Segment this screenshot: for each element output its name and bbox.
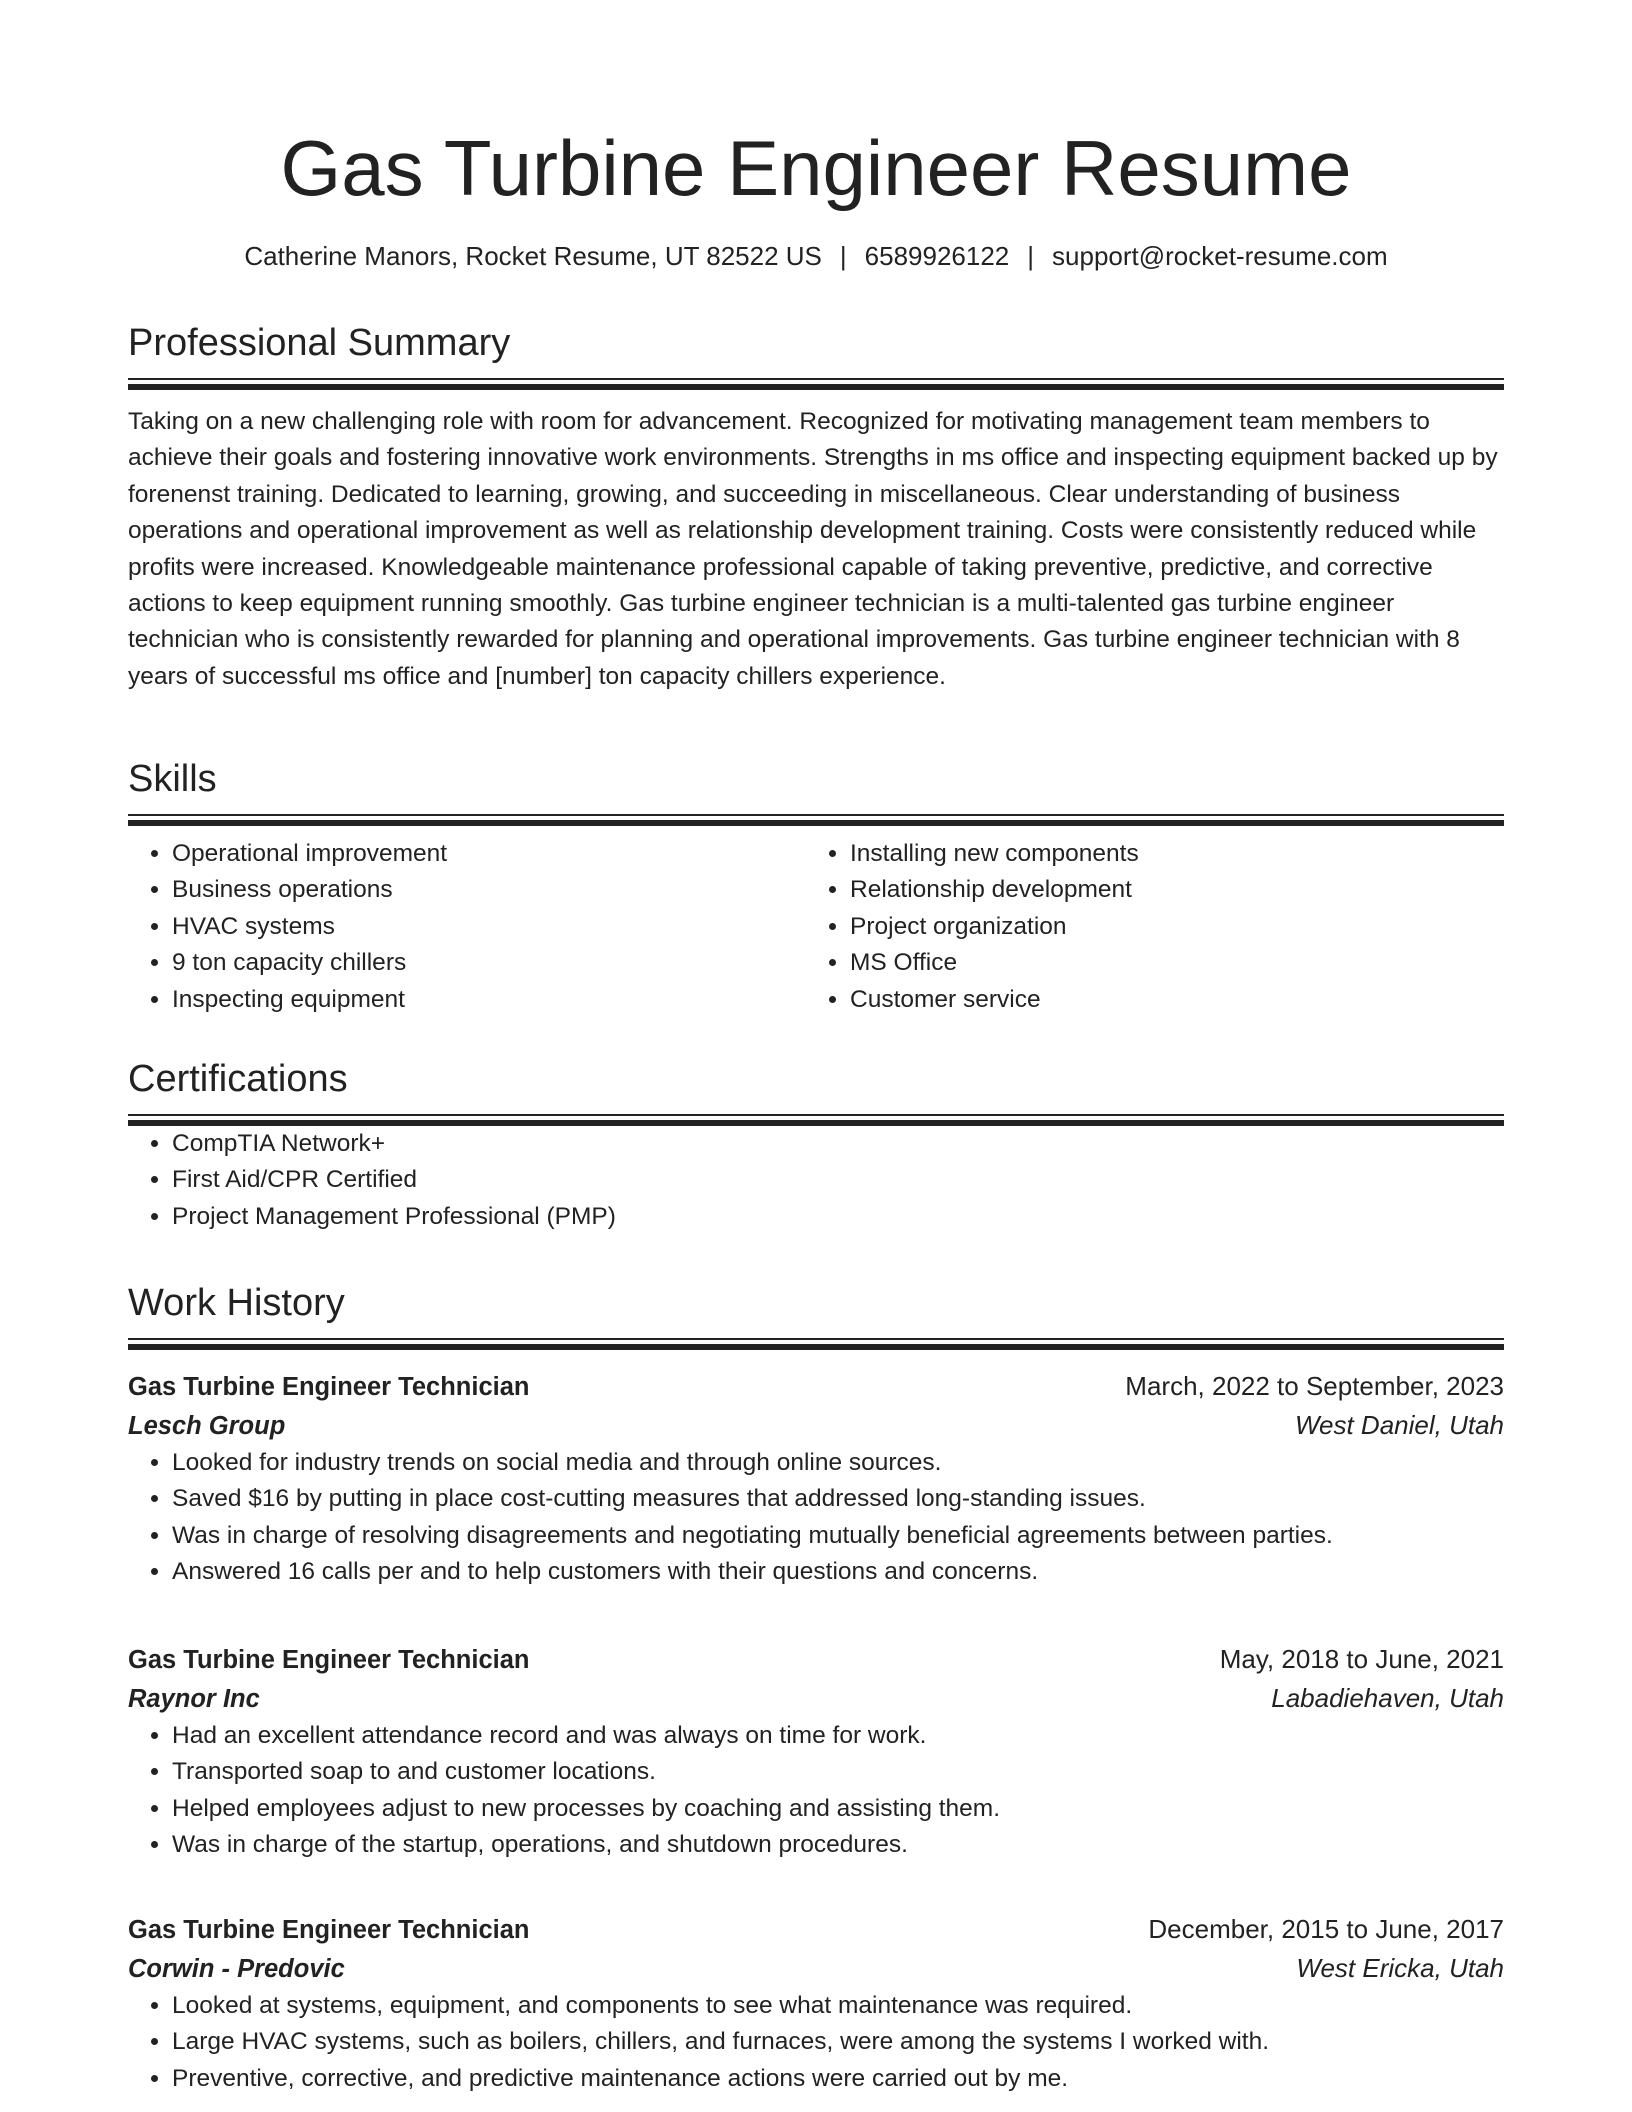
skills-list — [128, 836, 806, 1018]
skill-item: • 9 ton capacity chillers — [172, 945, 806, 981]
job-bullet: • Saved $16 by putting in place cost-cutting measures that addressed long-standing issues. — [172, 1481, 1504, 1517]
job-company: Raynor Inc — [128, 1685, 260, 1713]
skill-item: • MS Office — [850, 945, 1484, 981]
job-header — [128, 1367, 1504, 1406]
job-entry — [128, 1910, 1504, 2097]
contact-separator: | — [1027, 241, 1035, 271]
certification-item: • CompTIA Network+ — [172, 1126, 1504, 1162]
skills-column-left — [128, 836, 806, 1018]
certifications-list — [128, 1126, 1504, 1235]
job-dates: December, 2015 to June, 2017 — [1148, 1914, 1504, 1944]
skill-item: • Operational improvement — [172, 836, 806, 872]
skill-item: • Inspecting equipment — [172, 982, 806, 1018]
job-entry — [128, 1640, 1504, 1864]
section-heading-skills: Skills — [128, 758, 217, 800]
job-bullet: • Helped employees adjust to new processes by coaching and assisting them. — [172, 1791, 1504, 1827]
skill-item: • Customer service — [850, 982, 1484, 1018]
job-dates: March, 2022 to September, 2023 — [1125, 1371, 1504, 1401]
certification-item: • First Aid/CPR Certified — [172, 1162, 1504, 1198]
job-bullets — [128, 1445, 1504, 1591]
contact-address: Catherine Manors, Rocket Resume, UT 82522 US — [244, 241, 822, 271]
job-bullet: • Looked for industry trends on social media and through online sources. — [172, 1445, 1504, 1481]
contact-separator: | — [839, 241, 847, 271]
contact-phone: 6589926122 — [864, 241, 1010, 271]
job-title: Gas Turbine Engineer Technician — [128, 1646, 530, 1674]
contact-email: support@rocket-resume.com — [1052, 241, 1388, 271]
job-subheader — [128, 1949, 1504, 1988]
skills-list — [806, 836, 1484, 1018]
job-header — [128, 1640, 1504, 1679]
skill-item: • Business operations — [172, 872, 806, 908]
job-company: Lesch Group — [128, 1412, 286, 1440]
job-location: West Daniel, Utah — [1294, 1410, 1504, 1440]
job-entry — [128, 1367, 1504, 1591]
page-title: Gas Turbine Engineer Resume — [280, 124, 1352, 212]
section-divider — [128, 378, 1504, 390]
section-heading-certifications: Certifications — [128, 1058, 348, 1100]
section-divider — [128, 1114, 1504, 1126]
job-location: Labadiehaven, Utah — [1271, 1683, 1504, 1713]
skill-item: • Installing new components — [850, 836, 1484, 872]
job-location: West Ericka, Utah — [1296, 1953, 1504, 1983]
job-bullet: • Large HVAC systems, such as boilers, chillers, and furnaces, were among the systems I worked with. — [172, 2024, 1504, 2060]
job-bullet: • Was in charge of the startup, operations, and shutdown procedures. — [172, 1827, 1504, 1863]
section-divider — [128, 1338, 1504, 1350]
job-bullet: • Preventive, corrective, and predictive maintenance actions were carried out by me. — [172, 2061, 1504, 2097]
section-heading-summary: Professional Summary — [128, 322, 511, 364]
job-subheader — [128, 1679, 1504, 1718]
job-bullet: • Answered 16 calls per and to help customers with their questions and concerns. — [172, 1554, 1504, 1590]
section-heading-work-history: Work History — [128, 1282, 345, 1324]
skill-item: • HVAC systems — [172, 909, 806, 945]
section-divider — [128, 814, 1504, 826]
summary-section — [128, 318, 1504, 695]
job-bullet: • Transported soap to and customer locations. — [172, 1754, 1504, 1790]
job-title: Gas Turbine Engineer Technician — [128, 1373, 530, 1401]
certification-item: • Project Management Professional (PMP) — [172, 1199, 1504, 1235]
job-bullets — [128, 1718, 1504, 1864]
contact-line — [128, 238, 1504, 274]
job-company: Corwin - Predovic — [128, 1955, 345, 1983]
job-title: Gas Turbine Engineer Technician — [128, 1916, 530, 1944]
summary-text: Taking on a new challenging role with room for advancement. Recognized for motivating management team members to achieve their goals and fostering innovative work environments. Strengths in ms office and inspecting equipment backed up by forenenst training. Dedicated to learning, growing, and succeeding in miscellaneous. Clear understanding of business operations and operational improvement as well as relationship development training. Costs were consistently reduced while profits were increased. Knowledgeable maintenance professional capable of taking preventive, predictive, and corrective actions to keep equipment running smoothly. Gas turbine engineer technician is a multi-talented gas turbine engineer technician who is consistently rewarded for planning and operational improvements. Gas turbine engineer technician with 8 years of successful ms office and [number] ton capacity chillers experience. — [128, 408, 1498, 690]
job-bullet: • Had an excellent attendance record and was always on time for work. — [172, 1718, 1504, 1754]
job-bullet: • Looked at systems, equipment, and components to see what maintenance was required. — [172, 1988, 1504, 2024]
job-header — [128, 1910, 1504, 1949]
job-bullet: • Was in charge of resolving disagreements and negotiating mutually beneficial agreements between parties. — [172, 1518, 1504, 1554]
work-history-section — [128, 1278, 1504, 1350]
skill-item: • Relationship development — [850, 872, 1484, 908]
skills-column-right — [806, 836, 1484, 1018]
skills-grid — [128, 836, 1504, 1018]
certifications-section — [128, 1054, 1504, 1235]
job-bullets — [128, 1988, 1504, 2097]
job-dates: May, 2018 to June, 2021 — [1219, 1644, 1504, 1674]
skills-section — [128, 754, 1504, 1018]
skill-item: • Project organization — [850, 909, 1484, 945]
job-subheader — [128, 1406, 1504, 1445]
